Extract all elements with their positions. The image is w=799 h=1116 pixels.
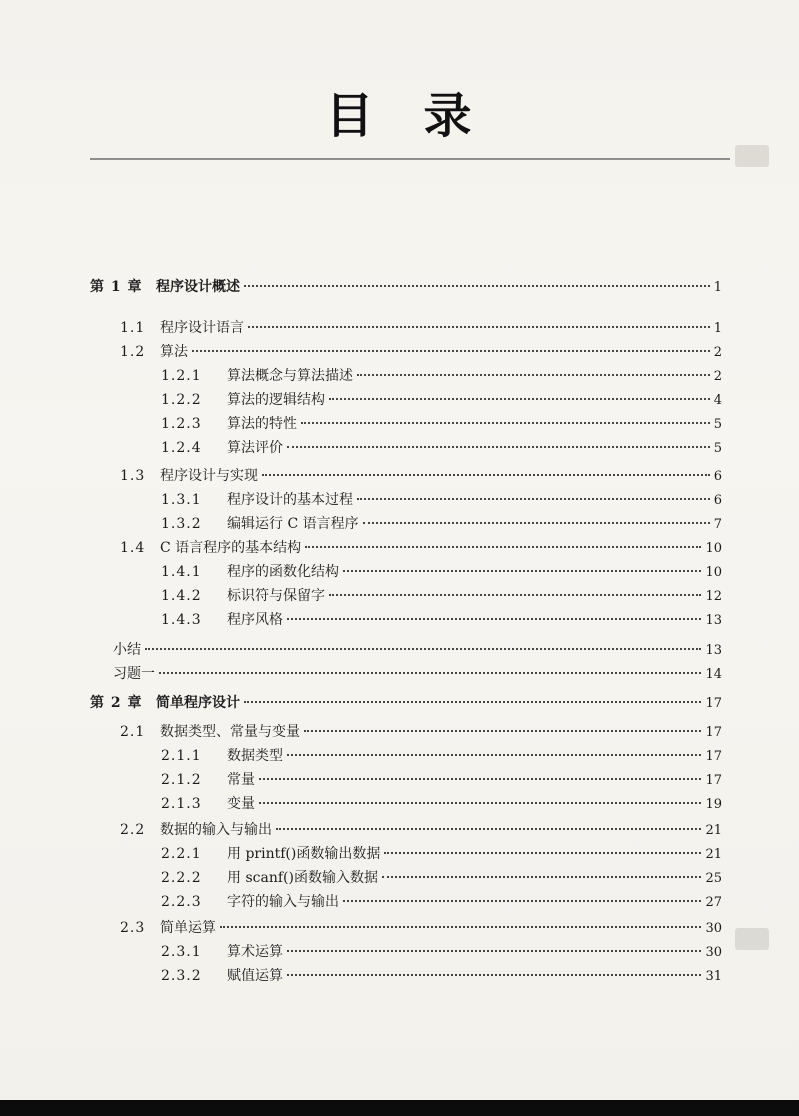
toc-label xyxy=(90,693,240,713)
section-number: 2.1.2 xyxy=(161,772,202,788)
toc-label xyxy=(161,390,325,410)
page-number: 6 xyxy=(713,469,722,484)
dot-leader xyxy=(244,285,710,287)
section-title: 赋值运算 xyxy=(227,968,283,984)
section-number: 1.3 xyxy=(120,468,146,484)
dot-leader xyxy=(287,754,701,756)
page-number: 4 xyxy=(713,393,722,408)
section-title: 习题一 xyxy=(113,666,155,682)
toc-entry[interactable] xyxy=(120,820,722,840)
section-title: 程序设计语言 xyxy=(160,320,244,336)
section-number: 1.3.1 xyxy=(161,492,202,508)
page-edge-tab xyxy=(735,145,769,167)
page-edge-tab xyxy=(735,928,769,950)
title-char: 目 xyxy=(325,88,376,144)
toc-label xyxy=(161,892,339,912)
section-title: 算法概念与算法描述 xyxy=(227,368,353,384)
toc-entry[interactable] xyxy=(113,640,722,660)
dot-leader xyxy=(363,522,710,524)
page-number: 13 xyxy=(705,643,722,658)
section-title: 算法的逻辑结构 xyxy=(227,392,325,408)
page-number: 13 xyxy=(705,613,722,628)
toc-label xyxy=(161,562,339,582)
toc-label xyxy=(161,514,359,534)
toc-entry[interactable] xyxy=(120,918,722,938)
page-number: 10 xyxy=(705,565,722,580)
toc-label xyxy=(161,586,325,606)
toc-label xyxy=(120,538,301,558)
section-title: 程序的函数化结构 xyxy=(227,564,339,580)
toc-chapter-entry[interactable] xyxy=(90,277,722,297)
page-number: 2 xyxy=(713,345,722,360)
section-number: 2.3 xyxy=(120,920,146,936)
page-number: 1 xyxy=(713,321,722,336)
toc-label xyxy=(120,918,216,938)
toc-label xyxy=(161,414,297,434)
page-number: 31 xyxy=(705,969,722,984)
toc-entry[interactable] xyxy=(120,318,722,338)
dot-leader xyxy=(343,900,701,902)
dot-leader xyxy=(259,778,701,780)
dot-leader xyxy=(145,648,701,650)
dot-leader xyxy=(262,474,710,476)
toc-entry[interactable] xyxy=(161,562,722,582)
page-number: 5 xyxy=(713,417,722,432)
toc-entry[interactable] xyxy=(161,770,722,790)
section-title: 常量 xyxy=(227,772,255,788)
section-number: 1.4.2 xyxy=(161,588,202,604)
toc-label xyxy=(161,942,283,962)
dot-leader xyxy=(287,974,701,976)
dot-leader xyxy=(384,852,701,854)
section-number: 1.2.2 xyxy=(161,392,202,408)
toc-label xyxy=(161,794,255,814)
dot-leader xyxy=(329,398,710,400)
section-title: 用 scanf()函数输入数据 xyxy=(227,870,378,886)
page-number: 17 xyxy=(705,749,722,764)
toc-entry[interactable] xyxy=(161,438,722,458)
toc-label xyxy=(161,366,353,386)
dot-leader xyxy=(244,701,701,703)
page-title xyxy=(0,88,799,144)
section-number: 1.2.3 xyxy=(161,416,202,432)
section-title: 用 printf()函数输出数据 xyxy=(227,846,381,862)
dot-leader xyxy=(357,498,710,500)
toc-label xyxy=(161,770,255,790)
section-number: 2.1.3 xyxy=(161,796,202,812)
dot-leader xyxy=(159,672,701,674)
section-title: 简单程序设计 xyxy=(156,695,240,711)
dot-leader xyxy=(382,876,702,878)
header-rule xyxy=(90,158,730,160)
section-title: 小结 xyxy=(113,642,141,658)
section-number: 2.2.1 xyxy=(161,846,202,862)
toc-chapter-entry[interactable] xyxy=(90,693,722,713)
toc-entry[interactable] xyxy=(161,366,722,386)
section-number: 1.3.2 xyxy=(161,516,202,532)
section-number: 2.2.3 xyxy=(161,894,202,910)
section-number: 1.4 xyxy=(120,540,146,556)
section-title: 字符的输入与输出 xyxy=(227,894,339,910)
page-number: 5 xyxy=(713,441,722,456)
toc-entry[interactable] xyxy=(161,794,722,814)
toc-entry[interactable] xyxy=(161,942,722,962)
page-number: 1 xyxy=(713,280,722,295)
page-number: 6 xyxy=(713,493,722,508)
dot-leader xyxy=(301,422,710,424)
toc-entry[interactable] xyxy=(161,586,722,606)
section-number: 1.2.4 xyxy=(161,440,202,456)
toc-label xyxy=(120,722,300,742)
section-title: 变量 xyxy=(227,796,255,812)
page-number: 21 xyxy=(705,823,722,838)
section-number: 2.2.2 xyxy=(161,870,202,886)
page-number: 19 xyxy=(705,797,722,812)
section-number: 2.1.1 xyxy=(161,748,202,764)
page-number: 7 xyxy=(713,517,722,532)
toc-entry[interactable] xyxy=(161,610,722,630)
toc-label xyxy=(161,438,283,458)
toc-entry[interactable] xyxy=(161,390,722,410)
toc-label xyxy=(120,342,188,362)
page-number: 30 xyxy=(705,921,722,936)
page-number: 25 xyxy=(705,871,722,886)
dot-leader xyxy=(259,802,701,804)
section-number: 1.1 xyxy=(120,320,146,336)
section-title: 算法的特性 xyxy=(227,416,297,432)
page-number: 17 xyxy=(705,696,722,711)
toc-label xyxy=(90,277,240,297)
page-number: 12 xyxy=(705,589,722,604)
dot-leader xyxy=(287,950,701,952)
section-title: 数据类型 xyxy=(227,748,283,764)
section-title: C 语言程序的基本结构 xyxy=(160,540,302,556)
section-number: 第 2 章 xyxy=(90,695,143,711)
page-number: 2 xyxy=(713,369,722,384)
page-number: 21 xyxy=(705,847,722,862)
dot-leader xyxy=(329,594,701,596)
section-number: 1.4.3 xyxy=(161,612,202,628)
page-number: 10 xyxy=(705,541,722,556)
toc-label xyxy=(161,746,283,766)
section-number: 2.2 xyxy=(120,822,146,838)
dot-leader xyxy=(304,730,701,732)
section-title: 程序设计概述 xyxy=(156,279,240,295)
toc-label xyxy=(113,640,141,660)
section-number: 2.1 xyxy=(120,724,146,740)
toc-entry[interactable] xyxy=(161,414,722,434)
toc-entry[interactable] xyxy=(161,844,722,864)
section-title: 程序风格 xyxy=(227,612,283,628)
toc-label xyxy=(120,466,258,486)
toc-entry[interactable] xyxy=(120,538,722,558)
dot-leader xyxy=(287,446,710,448)
section-number: 2.3.1 xyxy=(161,944,202,960)
toc-entry[interactable] xyxy=(161,966,722,986)
toc-label xyxy=(161,610,283,630)
section-title: 数据的输入与输出 xyxy=(160,822,272,838)
section-title: 简单运算 xyxy=(160,920,216,936)
section-number: 1.4.1 xyxy=(161,564,202,580)
section-title: 程序设计与实现 xyxy=(160,468,258,484)
section-title: 算法评价 xyxy=(227,440,283,456)
toc-entry[interactable] xyxy=(120,466,722,486)
toc-entry[interactable] xyxy=(161,514,722,534)
dot-leader xyxy=(305,546,701,548)
toc-entry[interactable] xyxy=(113,664,722,684)
toc-entry[interactable] xyxy=(161,868,722,888)
section-title: 标识符与保留字 xyxy=(227,588,325,604)
section-number: 2.3.2 xyxy=(161,968,202,984)
dot-leader xyxy=(248,326,710,328)
section-number: 第 1 章 xyxy=(90,279,143,295)
toc-label xyxy=(161,844,380,864)
section-number: 1.2.1 xyxy=(161,368,202,384)
toc-entry[interactable] xyxy=(161,746,722,766)
toc-entry[interactable] xyxy=(161,490,722,510)
title-char: 录 xyxy=(423,88,474,144)
toc-label xyxy=(113,664,155,684)
page-number: 17 xyxy=(705,725,722,740)
dot-leader xyxy=(276,828,701,830)
toc-entry[interactable] xyxy=(120,342,722,362)
section-title: 程序设计的基本过程 xyxy=(227,492,353,508)
section-title: 算术运算 xyxy=(227,944,283,960)
toc-label xyxy=(161,966,283,986)
page-number: 17 xyxy=(705,773,722,788)
dot-leader xyxy=(220,926,701,928)
page-number: 14 xyxy=(705,667,722,682)
toc-label xyxy=(161,868,378,888)
toc-entry[interactable] xyxy=(120,722,722,742)
section-title: 编辑运行 C 语言程序 xyxy=(227,516,359,532)
scan-border xyxy=(0,1100,799,1116)
dot-leader xyxy=(357,374,710,376)
toc-label xyxy=(161,490,353,510)
page-number: 27 xyxy=(705,895,722,910)
toc-label xyxy=(120,318,244,338)
dot-leader xyxy=(192,350,710,352)
section-title: 数据类型、常量与变量 xyxy=(160,724,300,740)
dot-leader xyxy=(343,570,701,572)
dot-leader xyxy=(287,618,701,620)
section-title: 算法 xyxy=(160,344,188,360)
section-number: 1.2 xyxy=(120,344,146,360)
toc-label xyxy=(120,820,272,840)
toc-entry[interactable] xyxy=(161,892,722,912)
page-number: 30 xyxy=(705,945,722,960)
